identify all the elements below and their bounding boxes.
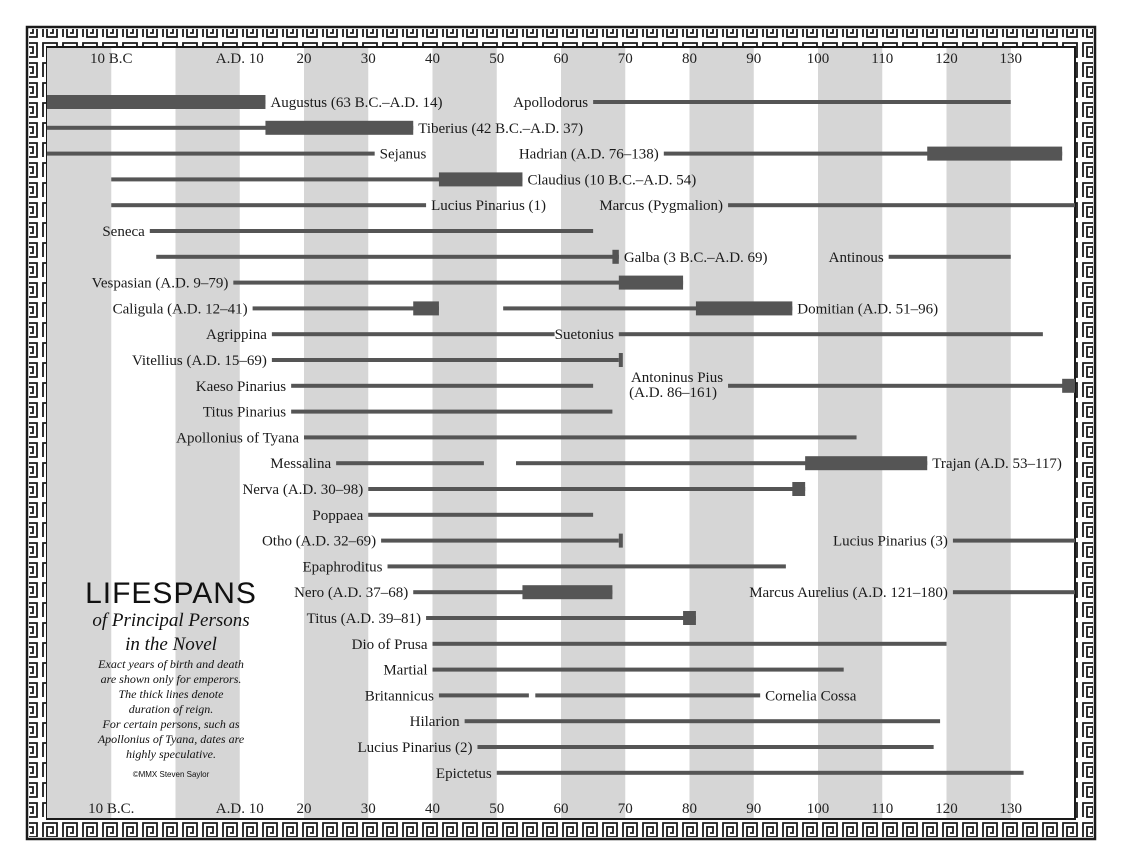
tick-label-bottom-8: 80 — [682, 801, 697, 817]
grid-band-5 — [690, 48, 754, 818]
person-label-19: Titus Pinarius — [202, 404, 287, 421]
reign-bar-4 — [927, 147, 1062, 161]
tick-label-bottom-4: 40 — [425, 801, 440, 817]
person-label-23: Nerva (A.D. 30–98) — [242, 482, 364, 498]
person-label-8: Seneca — [102, 224, 145, 240]
lifespan-line-27 — [388, 564, 786, 568]
person-label-20: Apollonius of Tyana — [176, 430, 299, 447]
tick-label-top-13: 130 — [999, 51, 1022, 67]
reign-bar-2 — [265, 121, 413, 135]
lifespan-line-34 — [535, 693, 760, 697]
tick-label-top-7: 70 — [617, 51, 633, 67]
reign-bar-22 — [805, 456, 927, 470]
lifespan-line-12 — [253, 306, 439, 310]
lifespan-line-9 — [156, 255, 619, 259]
note-line-2: are shown only for emperors. — [100, 672, 242, 686]
reign-bar-23 — [792, 482, 805, 496]
person-label-14: Agrippina — [206, 327, 267, 344]
person-label-6: Lucius Pinarius (1) — [431, 198, 547, 215]
lifespan-line-31 — [433, 642, 947, 646]
person-label-18: Antoninus Pius — [630, 369, 724, 386]
tick-label-bottom-6: 60 — [553, 801, 569, 817]
lifespan-line-10 — [889, 255, 1011, 259]
chart-subtitle-line-2: in the Novel — [125, 634, 217, 655]
person-label-37: Epictetus — [435, 765, 492, 782]
reign-bar-9 — [612, 250, 618, 264]
person-label-10: Antinous — [828, 249, 884, 266]
tick-label-bottom-1: A.D. 10 — [215, 801, 264, 817]
lifespan-line-24 — [368, 513, 593, 517]
person-label-21: Messalina — [270, 456, 332, 473]
person-label-35: Hilarion — [409, 714, 460, 731]
tick-label-bottom-0: 10 B.C. — [88, 801, 135, 817]
person-label-16: Vitellius (A.D. 15–69) — [131, 353, 267, 369]
tick-label-top-12: 120 — [935, 51, 958, 67]
tick-label-top-5: 50 — [489, 51, 505, 67]
tick-label-bottom-13: 130 — [999, 801, 1022, 817]
note-line-4: duration of reign. — [128, 702, 214, 716]
person-label-3: Sejanus — [379, 146, 427, 163]
person-label-31: Dio of Prusa — [351, 636, 428, 653]
note-line-1: Exact years of birth and death — [98, 657, 244, 671]
person-label-26: Lucius Pinarius (3) — [832, 533, 948, 550]
reign-bar-11 — [619, 276, 683, 290]
person-label-15: Suetonius — [554, 327, 614, 344]
lifespan-line-18 — [728, 384, 1075, 388]
note-line-7: highly speculative. — [126, 747, 216, 761]
person-label-7: Marcus (Pygmalion) — [599, 198, 724, 215]
lifespan-line-1 — [593, 100, 1011, 104]
lifespan-line-19 — [291, 410, 612, 414]
person-label-25: Otho (A.D. 32–69) — [261, 533, 377, 550]
tick-label-bottom-3: 30 — [360, 801, 376, 817]
person-label-1: Apollodorus — [513, 95, 589, 111]
reign-bar-25 — [619, 534, 623, 548]
person-label-24: Poppaea — [312, 507, 364, 524]
x-axis-top — [90, 51, 1022, 67]
tick-label-bottom-11: 110 — [871, 801, 894, 817]
tick-label-top-6: 60 — [553, 51, 569, 67]
lifespan-line-35 — [465, 719, 940, 723]
person-label-5: Claudius (10 B.C.–A.D. 54) — [527, 172, 697, 189]
copyright-credit: ©MMX Steven Saylor — [132, 770, 210, 779]
person-label-34: Cornelia Cossa — [765, 688, 857, 705]
grid-band-0 — [47, 48, 111, 818]
person-label-2: Tiberius (42 B.C.–A.D. 37) — [418, 120, 584, 137]
person-label-0: Augustus (63 B.C.–A.D. 14) — [270, 95, 443, 111]
note-line-6: Apollonius of Tyana, dates are — [97, 732, 245, 746]
person-label-18-line-2: (A.D. 86–161) — [629, 384, 718, 401]
person-label-13: Domitian (A.D. 51–96) — [797, 301, 939, 318]
chart-subtitle-line-1: of Principal Persons — [92, 610, 250, 631]
grid-band-7 — [947, 48, 1011, 818]
lifespan-line-11 — [233, 281, 683, 285]
reign-bar-0 — [47, 95, 265, 109]
tick-label-top-8: 80 — [682, 51, 697, 67]
tick-label-top-9: 90 — [746, 51, 762, 67]
tick-label-top-0: 10 B.C — [89, 51, 133, 67]
person-label-30: Titus (A.D. 39–81) — [306, 611, 422, 627]
tick-label-bottom-9: 90 — [746, 801, 762, 817]
lifespan-line-32 — [433, 668, 844, 672]
tick-label-bottom-2: 20 — [296, 801, 312, 817]
person-label-9: Galba (3 B.C.–A.D. 69) — [623, 249, 768, 266]
tick-label-bottom-5: 50 — [489, 801, 505, 817]
lifespan-line-30 — [426, 616, 696, 620]
tick-label-bottom-12: 120 — [935, 801, 958, 817]
person-label-36: Lucius Pinarius (2) — [357, 740, 473, 756]
lifespan-line-14 — [272, 332, 555, 336]
lifespan-line-8 — [150, 229, 593, 233]
grid-band-4 — [561, 48, 625, 818]
tick-label-bottom-10: 100 — [806, 801, 830, 817]
person-label-27: Epaphroditus — [302, 559, 383, 576]
person-label-22: Trajan (A.D. 53–117) — [932, 456, 1062, 473]
reign-bar-18 — [1062, 379, 1075, 393]
tick-label-top-3: 30 — [360, 51, 376, 67]
lifespan-line-15 — [619, 332, 1043, 336]
tick-label-bottom-7: 70 — [617, 801, 633, 817]
person-label-17: Kaeso Pinarius — [195, 378, 287, 395]
tick-label-top-11: 110 — [871, 51, 894, 67]
reign-bar-5 — [439, 172, 523, 186]
lifespan-line-33 — [439, 693, 529, 697]
reign-bar-28 — [522, 585, 612, 599]
person-label-28: Nero (A.D. 37–68) — [294, 585, 409, 602]
tick-label-top-1: A.D. 10 — [215, 51, 264, 67]
grid-band-3 — [433, 48, 497, 818]
tick-label-top-2: 20 — [296, 51, 312, 67]
chart-title: LIFESPANS — [85, 577, 257, 610]
lifespan-line-7 — [728, 203, 1075, 207]
reign-bar-16 — [619, 353, 623, 367]
person-label-11: Vespasian (A.D. 9–79) — [91, 275, 229, 292]
lifespan-line-3 — [47, 152, 375, 156]
lifespan-line-20 — [304, 435, 857, 439]
note-line-3: The thick lines denote — [118, 687, 224, 701]
grid-band-2 — [304, 48, 368, 818]
tick-label-top-10: 100 — [806, 51, 830, 67]
lifespan-line-26 — [953, 539, 1075, 543]
person-label-4: Hadrian (A.D. 76–138) — [518, 146, 659, 163]
person-label-32: Martial — [383, 662, 428, 679]
lifespan-line-16 — [272, 358, 619, 362]
lifespan-line-37 — [497, 771, 1024, 775]
lifespan-line-25 — [381, 539, 619, 543]
person-label-12: Caligula (A.D. 12–41) — [112, 301, 248, 318]
x-axis-bottom — [88, 801, 1022, 817]
reign-bar-12 — [413, 301, 439, 315]
tick-label-top-4: 40 — [425, 51, 440, 67]
lifespan-line-17 — [291, 384, 593, 388]
person-label-29: Marcus Aurelius (A.D. 121–180) — [749, 585, 948, 602]
reign-bar-13 — [696, 301, 792, 315]
person-label-33: Britannicus — [364, 688, 434, 705]
lifespan-line-36 — [477, 745, 933, 749]
lifespan-line-6 — [111, 203, 426, 207]
lifespan-line-23 — [368, 487, 805, 491]
lifespan-line-21 — [336, 461, 484, 465]
lifespan-line-29 — [953, 590, 1075, 594]
note-line-5: For certain persons, such as — [102, 717, 240, 731]
reign-bar-30 — [683, 611, 696, 625]
